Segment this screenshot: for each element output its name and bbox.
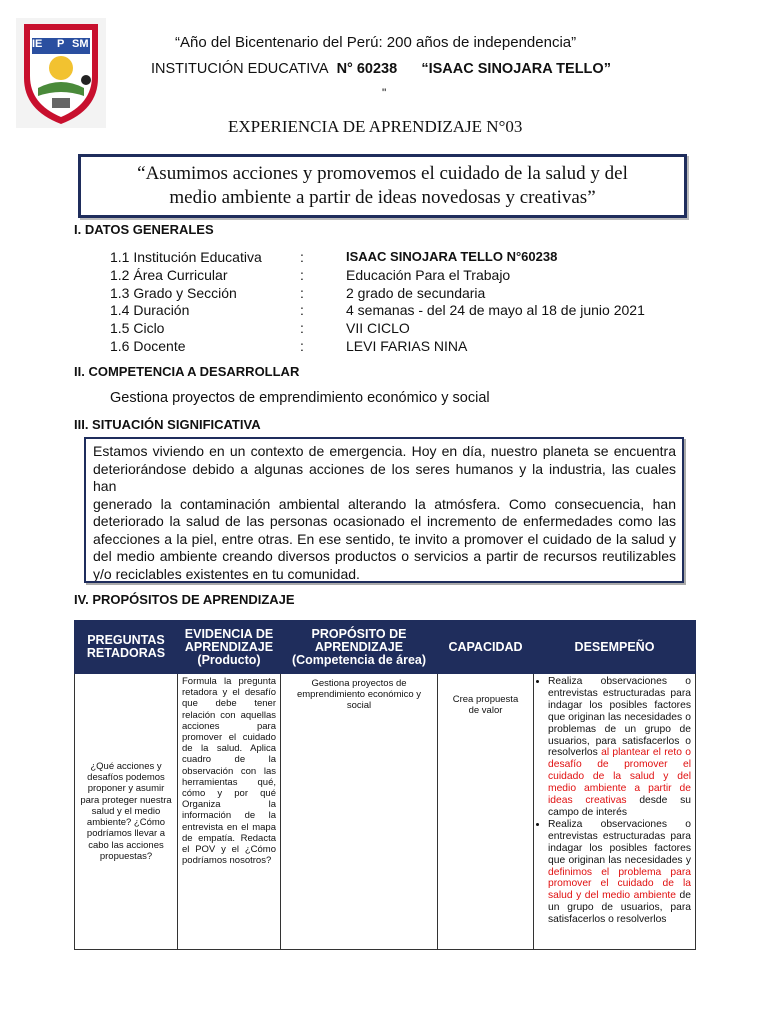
datos-value: 4 semanas - del 24 de mayo al 18 de junio 2021 [346,302,645,318]
desempeno-item-2: • Realiza observaciones o entrevistas estructuradas para indagar los posibles factores que originan las necesidades y definimos el problema para promover el cuidado de la salud y del medio ambiente de un grupo de usuarios, para satisfacerlos o resolverlos [548,819,691,926]
header-proposito-sub: (Competencia de área) [291,652,427,667]
situacion-box [84,437,684,583]
datos-row [0,285,768,303]
table-header-row [75,621,696,674]
cell-evidencia: Formula la pregunta retadora y el desafío que debe tener relación con aquellas acciones para promover el cuidado de la salud. Aplica cuadro de la observación con las herramientas qué, cómo y por qué Organiza la información de la entrevista en el mapa de empatía. Redacta el POV y el ¿Cómo podríamos nosotros? [178,674,281,950]
datos-row [0,320,768,338]
header-preguntas: PREGUNTAS RETADORAS [75,621,178,674]
cell-proposito: Gestiona proyectos de emprendimiento económico y social [281,674,438,950]
cell-desempeno [534,674,696,950]
stray-quote: " [382,86,387,100]
logo-letters-p: P [57,38,65,50]
datos-value: Educación Para el Trabajo [346,267,511,283]
logo-letters-sm: SM [72,38,89,50]
title-box [78,154,687,218]
datos-value: 2 grado de secundaria [346,285,486,301]
datos-value: ISAAC SINOJARA TELLO N°60238 [346,249,558,264]
header-evidencia [178,621,281,674]
datos-row [0,338,768,356]
datos-value: LEVI FARIAS NINA [346,338,468,354]
situacion-para-2: generado la contaminación ambiental alterando la atmósfera. Como consecuencia, han deteriorado la salud de las personas ocasionado el incremento de enfermedades como las afecciones a la piel, entre otras. En ese sentido, te invito a promover el cuidado de la salud y del medio ambiente creando diversos productos o servicios a partir de recursos reutilizables y/o reciclables existentes en tu comunidad. [93,495,676,582]
title-line-2: medio ambiente a partir de ideas novedosas y creativas” [169,187,596,208]
header-desempeno: DESEMPEÑO [534,621,696,674]
datos-row [0,249,768,267]
section-2-heading: II. COMPETENCIA A DESARROLLAR [74,364,300,379]
experience-title: EXPERIENCIA DE APRENDIZAJE N°03 [228,117,523,136]
institution-name: “ISAAC SINOJARA TELLO” [421,61,611,77]
motto-line: “Año del Bicentenario del Perú: 200 años de independencia” [175,34,577,51]
school-crest-logo [16,18,106,128]
section-4-heading: IV. PROPÓSITOS DE APRENDIZAJE [74,592,295,607]
logo-letters-ie: IE [32,38,43,50]
institution-number: N° 60238 [336,61,398,77]
datos-colon: : [300,249,304,265]
institution-prefix: INSTITUCIÓN EDUCATIVA [151,61,329,77]
datos-colon: : [300,267,304,283]
header-evidencia-main: EVIDENCIA DE APRENDIZAJE [184,626,274,654]
situacion-para-1: Estamos viviendo en un contexto de emergencia. Hoy en día, nuestro planeta se encuentra deteriorándose debido a algunas acciones de los seres humanos y la industria, las cuales han [93,443,676,494]
header-proposito-main: PROPÓSITO DE APRENDIZAJE [311,626,407,654]
cell-capacidad: Crea propuesta de valor [438,674,534,950]
table-row [75,674,696,950]
datos-label: 1.3 Grado y Sección [110,285,237,301]
datos-colon: : [300,338,304,354]
cell-preguntas: ¿Qué acciones y desafíos podemos proponer y asumir para proteger nuestra salud y el medio ambiente? ¿Cómo podríamos llevar a cabo las acciones propuestas? [75,674,178,950]
datos-colon: : [300,302,304,318]
header-capacidad: CAPACIDAD [438,621,534,674]
datos-label: 1.2 Área Curricular [110,267,228,283]
datos-label: 1.1 Institución Educativa [110,249,262,265]
section-1-heading: I. DATOS GENERALES [74,222,214,237]
datos-row [0,267,768,285]
datos-row [0,302,768,320]
datos-label: 1.5 Ciclo [110,320,165,336]
datos-colon: : [300,320,304,336]
desempeno-item-1: • Realiza observaciones o entrevistas estructuradas para indagar los posibles factores que originan las necesidades o problemas de un grupo de usuarios, para satisfacerlos o resolverlos al plantear el reto o desafío de promover el cuidado de la salud y del medio ambiente a partir de ideas creativas desde su campo de interés [548,676,691,819]
datos-colon: : [300,285,304,301]
datos-value: VII CICLO [346,320,410,336]
section-3-heading: III. SITUACIÓN SIGNIFICATIVA [74,417,261,432]
header-evidencia-sub: (Producto) [197,652,261,667]
header-proposito [281,621,438,674]
datos-label: 1.4 Duración [110,302,190,318]
datos-label: 1.6 Docente [110,338,186,354]
institution-line [151,61,611,77]
competencia-text: Gestiona proyectos de emprendimiento económico y social [110,390,490,406]
title-line-1: “Asumimos acciones y promovemos el cuidado de la salud y del [137,163,628,184]
propositos-table [74,620,696,950]
